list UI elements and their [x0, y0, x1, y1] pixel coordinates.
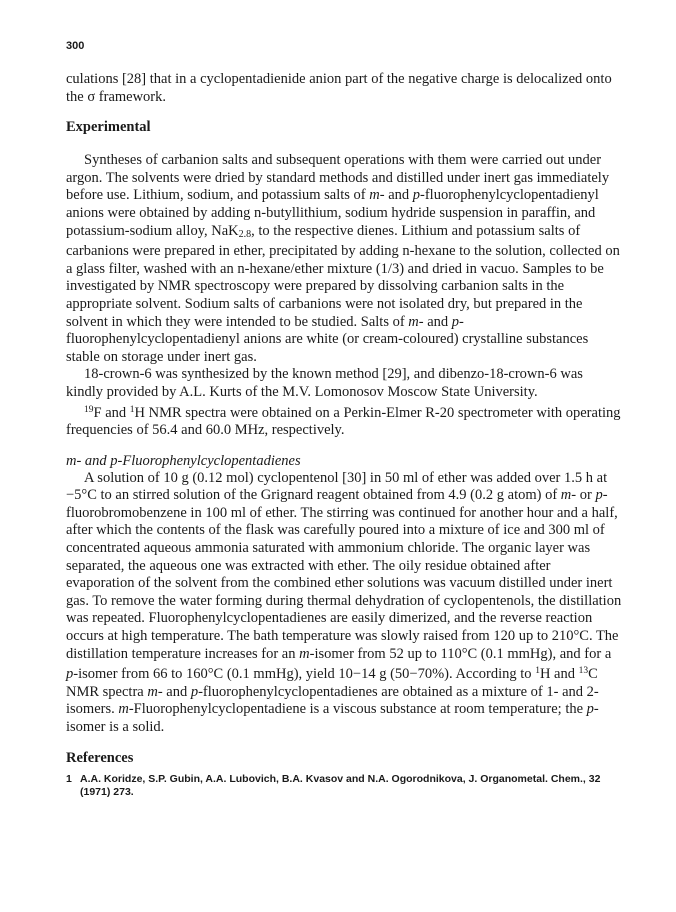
experimental-paragraph-3: $^{19}$F and $^1$H NMR spectra were obtained on a Perkin-Elmer R-20 spectrometer with operating frequencies of 56.4 and 60.0 MHz, respectively. [66, 404, 621, 439]
synthesis-subheading: m- and p-Fluorophenylcyclopentadienes [66, 452, 301, 469]
reference-text: A.A. Koridze, S.P. Gubin, A.A. Lubovich, B.A. Kvasov and N.A. Ogorodnikova, J. Organometal. Chem., 32 (1971) 273. [80, 772, 601, 798]
page-number: 300 [66, 40, 85, 52]
reference-item [66, 773, 622, 799]
synthesis-paragraph: A solution of 10 g (0.12 mol) cyclopentenol [30] in 50 ml of ether was added over 1.5 h at −5°C to an stirred solution of the Grignard reagent obtained from 4.9 (0.2 g atom) of m- or p-fluorobromobenzene in 100 ml of ether. The stirring was continued for another hour and a half, after which the contents of the flask was carefully poured into a mixture of ice and 300 ml of concentrated aqueous ammonia saturated with ammonium chloride. The organic layer was separated, the aqueous one was extracted with ether. The oily residue obtained after evaporation of the solvent from the combined ether solutions was vacuum distilled under inert gas. To remove the water forming during thermal dehydration of cyclopentenols, the distillation was repeated. Fluorophenylcyclopentadienes are easily dimerized, and the reverse reaction occurs at high temperature. The bath temperature was slowly raised from 120 up to 210°C. The distillation temperature increases for an m-isomer from 52 up to 110°C (0.1 mmHg), and for a p-isomer from 66 to 160°C (0.1 mmHg), yield 10−14 g (50−70%). According to $^1$H and $^{13}$C NMR spectra m- and p-fluorophenylcyclopentadienes are obtained as a mixture of 1- and 2-isomers. m-Fluorophenylcyclopentadiene is a viscous substance at room temperature; the p-isomer is a solid. [66, 469, 622, 735]
experimental-heading: Experimental [66, 119, 151, 136]
journal-page [66, 40, 622, 799]
reference-number: 1 [66, 772, 72, 785]
intro-paragraph: culations [28] that in a cyclopentadienide anion part of the negative charge is delocalized onto the σ framework. [66, 71, 612, 105]
experimental-paragraph-2: 18-crown-6 was synthesized by the known method [29], and dibenzo-18-crown-6 was kindly provided by A.L. Kurts of the M.V. Lomonosov Moscow State University. [66, 366, 583, 400]
references-heading: References [66, 749, 134, 766]
experimental-paragraph-1: Syntheses of carbanion salts and subsequent operations with them were carried out under argon. The solvents were dried by standard methods and distilled under inert gas immediately before use. Lithium, sodium, and potassium salts of m- and p-fluorophenylcyclopentadienyl anions were obtained by adding n-butyllithium, sodium hydride suspension in paraffin, and potassium-sodium alloy, NaK$_{2.8}$, to the respective dienes. Lithium and potassium salts of carbanions were prepared in ether, precipitated by adding n-hexane to the solution, collected on a glass filter, washed with an n-hexane/ether mixture (1/3) and dried in vacuo. Samples to be investigated by NMR spectroscopy were prepared by dissolving carbanion salts in the appropriate solvent. Sodium salts of carbanions were not isolated dry, but prepared in the solvent in which they were intended to be studied. Salts of m- and p-fluorophenylcyclopentadienyl anions are white (or cream-coloured) crystalline substances stable on storage under inert gas. [66, 152, 620, 365]
